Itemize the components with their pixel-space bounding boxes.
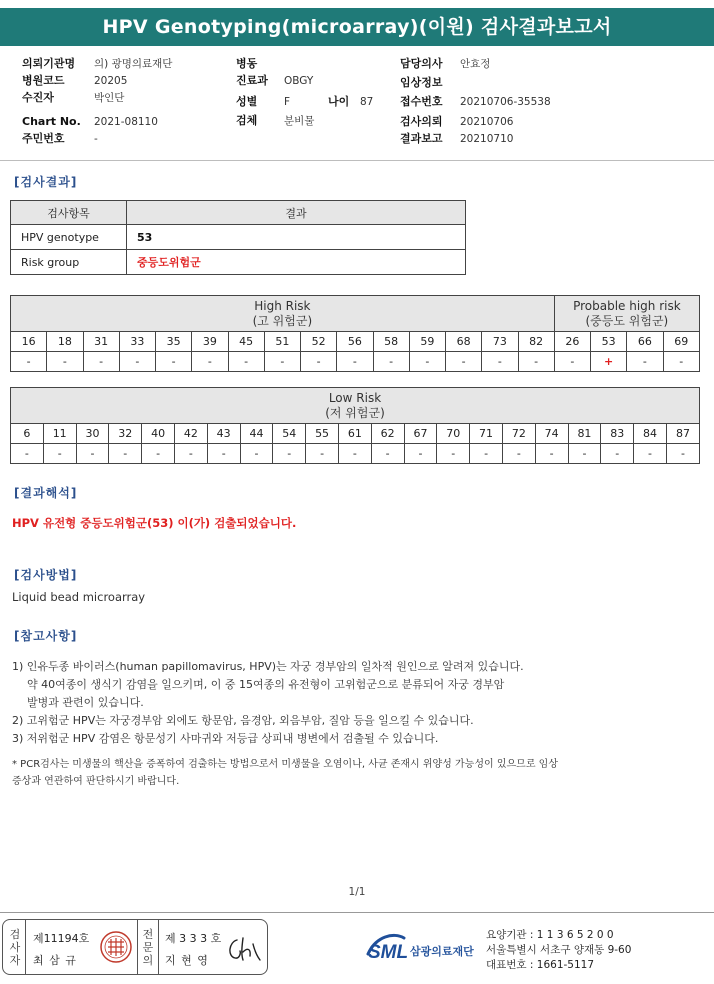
genotype-header-43: 43	[207, 424, 240, 444]
genotype-result-11: -	[43, 444, 76, 464]
genotype-header-33: 33	[119, 332, 155, 352]
institution-value: 의) 광명의료재단	[94, 58, 173, 70]
specimen-label: 검체	[236, 114, 258, 127]
genotype-result-73: -	[482, 352, 518, 372]
genotype-header-69: 69	[663, 332, 700, 352]
low-risk-genotype-table	[10, 387, 700, 464]
genotype-header-62: 62	[371, 424, 404, 444]
probable-high-risk-subtitle: (중등도 위험군)	[585, 313, 669, 328]
genotype-result-45: -	[228, 352, 264, 372]
dept-value: OBGY	[284, 75, 314, 87]
genotype-header-42: 42	[174, 424, 207, 444]
risk-group-value: 중등도위험군	[127, 250, 466, 275]
high-risk-title: High Risk	[254, 298, 311, 313]
genotype-header-26: 26	[554, 332, 590, 352]
signature-box	[2, 919, 268, 975]
genotype-result-87: -	[666, 444, 699, 464]
probable-high-risk-title: Probable high risk	[573, 298, 681, 313]
request-date-label: 검사의뢰	[400, 115, 443, 128]
genotype-header-6: 6	[11, 424, 44, 444]
receipt-no-value: 20210706-35538	[460, 96, 551, 108]
genotype-result-82: -	[518, 352, 554, 372]
genotype-header-11: 11	[43, 424, 76, 444]
genotype-result-31: -	[83, 352, 119, 372]
genotype-header-51: 51	[264, 332, 300, 352]
genotype-result-72: -	[502, 444, 535, 464]
method-text: Liquid bead microarray	[12, 590, 146, 604]
genotype-header-55: 55	[306, 424, 339, 444]
clinical-info-label: 임상정보	[400, 76, 443, 89]
lab-code: 요양기관 : 1 1 3 6 5 2 0 0	[486, 929, 614, 941]
chart-no-label: Chart No.	[22, 115, 81, 128]
genotype-result-62: -	[371, 444, 404, 464]
lab-contact-info	[486, 928, 631, 973]
hpv-genotype-label: HPV genotype	[11, 225, 127, 250]
footnote-line-2: 증상과 연관하여 판단하시기 바랍니다.	[12, 776, 180, 787]
genotype-result-6: -	[11, 444, 44, 464]
genotype-result-68: -	[446, 352, 482, 372]
specialist-license-no: 제 3 3 3 호	[165, 932, 222, 945]
patient-label: 수진자	[22, 91, 54, 104]
genotype-result-81: -	[568, 444, 601, 464]
genotype-result-83: -	[601, 444, 634, 464]
genotype-header-81: 81	[568, 424, 601, 444]
high-risk-subtitle: (고 위험군)	[252, 313, 313, 328]
genotype-result-40: -	[142, 444, 175, 464]
genotype-header-32: 32	[109, 424, 142, 444]
sex-value: F	[284, 96, 291, 108]
genotype-result-18: -	[47, 352, 83, 372]
lab-name: 삼광의료재단	[410, 945, 474, 958]
footnote-line-1: * PCR검사는 미생물의 핵산을 증폭하여 검출하는 방법으로서 미생물을 오염이나, 사균 존재시 위양성 가능성이 있으므로 임상	[12, 759, 558, 770]
genotype-header-53: 53	[591, 332, 627, 352]
patient-info-header	[22, 56, 702, 152]
genotype-result-43: -	[207, 444, 240, 464]
interpretation-text: HPV 유전형 중등도위험군(53) 이(가) 검출되었습니다.	[12, 516, 297, 530]
genotype-result-33: -	[119, 352, 155, 372]
note-3: 3) 저위험군 HPV 감염은 항문성기 사마귀와 저등급 상피내 병변에서 검출될 수 있습니다.	[12, 732, 439, 745]
genotype-result-84: -	[634, 444, 667, 464]
receipt-no-label: 접수번호	[400, 95, 443, 108]
genotype-header-83: 83	[601, 424, 634, 444]
tester-seal-icon	[99, 930, 133, 964]
doctor-value: 안효정	[460, 58, 491, 70]
footer-divider	[0, 912, 714, 913]
patient-value: 박인단	[94, 92, 125, 104]
lab-logo-text: SML	[368, 942, 409, 963]
notes-list	[12, 658, 702, 748]
method-section-title: [검사방법]	[14, 568, 78, 582]
page-number: 1/1	[348, 886, 366, 898]
genotype-result-54: -	[273, 444, 306, 464]
high-risk-caption	[11, 296, 555, 332]
genotype-header-40: 40	[142, 424, 175, 444]
genotype-result-66: -	[627, 352, 663, 372]
genotype-result-39: -	[192, 352, 228, 372]
interpretation-section-title: [결과해석]	[14, 486, 78, 500]
genotype-header-18: 18	[47, 332, 83, 352]
genotype-result-58: -	[373, 352, 409, 372]
genotype-header-56: 56	[337, 332, 373, 352]
specialist-signature-icon	[225, 934, 263, 964]
genotype-header-68: 68	[446, 332, 482, 352]
result-section-title: [검사결과]	[14, 175, 78, 189]
result-table-header-item: 검사항목	[11, 201, 127, 225]
tester-label: 검사자	[9, 928, 21, 967]
genotype-header-16: 16	[11, 332, 47, 352]
genotype-header-30: 30	[76, 424, 109, 444]
risk-group-label: Risk group	[11, 250, 127, 275]
genotype-result-32: -	[109, 444, 142, 464]
lab-address: 서울특별시 서초구 양재동 9-60	[486, 944, 632, 956]
genotype-header-70: 70	[437, 424, 470, 444]
genotype-header-39: 39	[192, 332, 228, 352]
genotype-header-82: 82	[518, 332, 554, 352]
lab-phone: 대표번호 : 1661-5117	[486, 959, 595, 971]
age-value: 87	[360, 96, 374, 108]
result-table-header-result: 결과	[127, 201, 466, 225]
tester-name: 최 삼 규	[33, 954, 77, 967]
genotype-result-59: -	[409, 352, 445, 372]
genotype-result-69: -	[663, 352, 700, 372]
low-risk-subtitle: (저 위험군)	[325, 405, 385, 420]
note-2: 2) 고위험군 HPV는 자궁경부암 외에도 항문암, 음경암, 외음부암, 질암 등을 일으킬 수 있습니다.	[12, 714, 474, 727]
signature-separator	[137, 920, 138, 974]
tester-license-no: 제11194호	[33, 932, 90, 945]
genotype-result-52: -	[301, 352, 337, 372]
genotype-header-45: 45	[228, 332, 264, 352]
genotype-header-87: 87	[666, 424, 699, 444]
genotype-header-54: 54	[273, 424, 306, 444]
report-date-label: 결과보고	[400, 132, 443, 145]
genotype-header-61: 61	[338, 424, 371, 444]
genotype-result-30: -	[76, 444, 109, 464]
genotype-result-56: -	[337, 352, 373, 372]
genotype-result-74: -	[535, 444, 568, 464]
dept-label: 진료과	[236, 74, 268, 87]
specimen-value: 분비물	[284, 115, 315, 127]
genotype-result-67: -	[404, 444, 437, 464]
age-label: 나이	[328, 95, 350, 108]
sex-label: 성별	[236, 95, 258, 108]
genotype-header-35: 35	[156, 332, 192, 352]
pcr-footnote	[12, 756, 702, 790]
genotype-header-66: 66	[627, 332, 663, 352]
low-risk-title: Low Risk	[328, 390, 382, 405]
genotype-header-72: 72	[502, 424, 535, 444]
genotype-header-44: 44	[240, 424, 273, 444]
high-risk-genotype-table	[10, 295, 700, 372]
note-1-line-3: 발병과 관련이 있습니다.	[27, 696, 144, 709]
low-risk-caption	[11, 388, 700, 424]
specialist-label: 전문의	[142, 928, 154, 967]
ward-label: 병동	[236, 57, 258, 70]
note-1-line-1: 1) 인유두종 바이러스(human papillomavirus, HPV)는 자궁 경부암의 일차적 원인으로 알려져 있습니다.	[12, 660, 524, 673]
genotype-header-59: 59	[409, 332, 445, 352]
genotype-result-51: -	[264, 352, 300, 372]
genotype-header-84: 84	[634, 424, 667, 444]
note-1-line-2: 약 40여종이 생식기 감염을 일으키며, 이 중 15여종의 유전형이 고위험군으로 분류되어 자궁 경부암	[27, 678, 505, 691]
genotype-result-26: -	[554, 352, 590, 372]
signature-separator	[158, 920, 159, 974]
hospital-code-label: 병원코드	[22, 74, 65, 87]
genotype-header-67: 67	[404, 424, 437, 444]
genotype-result-16: -	[11, 352, 47, 372]
genotype-result-55: -	[306, 444, 339, 464]
genotype-header-31: 31	[83, 332, 119, 352]
genotype-result-71: -	[470, 444, 503, 464]
lab-logo	[366, 928, 486, 968]
resident-no-value: -	[94, 133, 98, 145]
institution-label: 의뢰기관명	[22, 57, 76, 70]
request-date-value: 20210706	[460, 116, 514, 128]
notes-section-title: [참고사항]	[14, 629, 78, 643]
specialist-name: 지 현 영	[165, 954, 209, 967]
genotype-header-73: 73	[482, 332, 518, 352]
genotype-result-42: -	[174, 444, 207, 464]
hpv-genotype-value: 53	[127, 225, 466, 250]
genotype-header-74: 74	[535, 424, 568, 444]
genotype-header-58: 58	[373, 332, 409, 352]
genotype-result-53: +	[591, 352, 627, 372]
genotype-result-44: -	[240, 444, 273, 464]
sml-logo-icon	[366, 928, 486, 968]
resident-no-label: 주민번호	[22, 132, 65, 145]
doctor-label: 담당의사	[400, 57, 443, 70]
result-summary-table	[10, 200, 466, 275]
genotype-result-61: -	[338, 444, 371, 464]
genotype-result-35: -	[156, 352, 192, 372]
genotype-header-71: 71	[470, 424, 503, 444]
report-date-value: 20210710	[460, 133, 514, 145]
hospital-code-value: 20205	[94, 75, 128, 87]
genotype-result-70: -	[437, 444, 470, 464]
chart-no-value: 2021-08110	[94, 116, 158, 128]
genotype-header-52: 52	[301, 332, 337, 352]
report-title: HPV Genotyping(microarray)(이원) 검사결과보고서	[0, 8, 714, 46]
probable-high-risk-caption	[554, 296, 699, 332]
header-divider	[0, 160, 714, 161]
signature-separator	[25, 920, 26, 974]
